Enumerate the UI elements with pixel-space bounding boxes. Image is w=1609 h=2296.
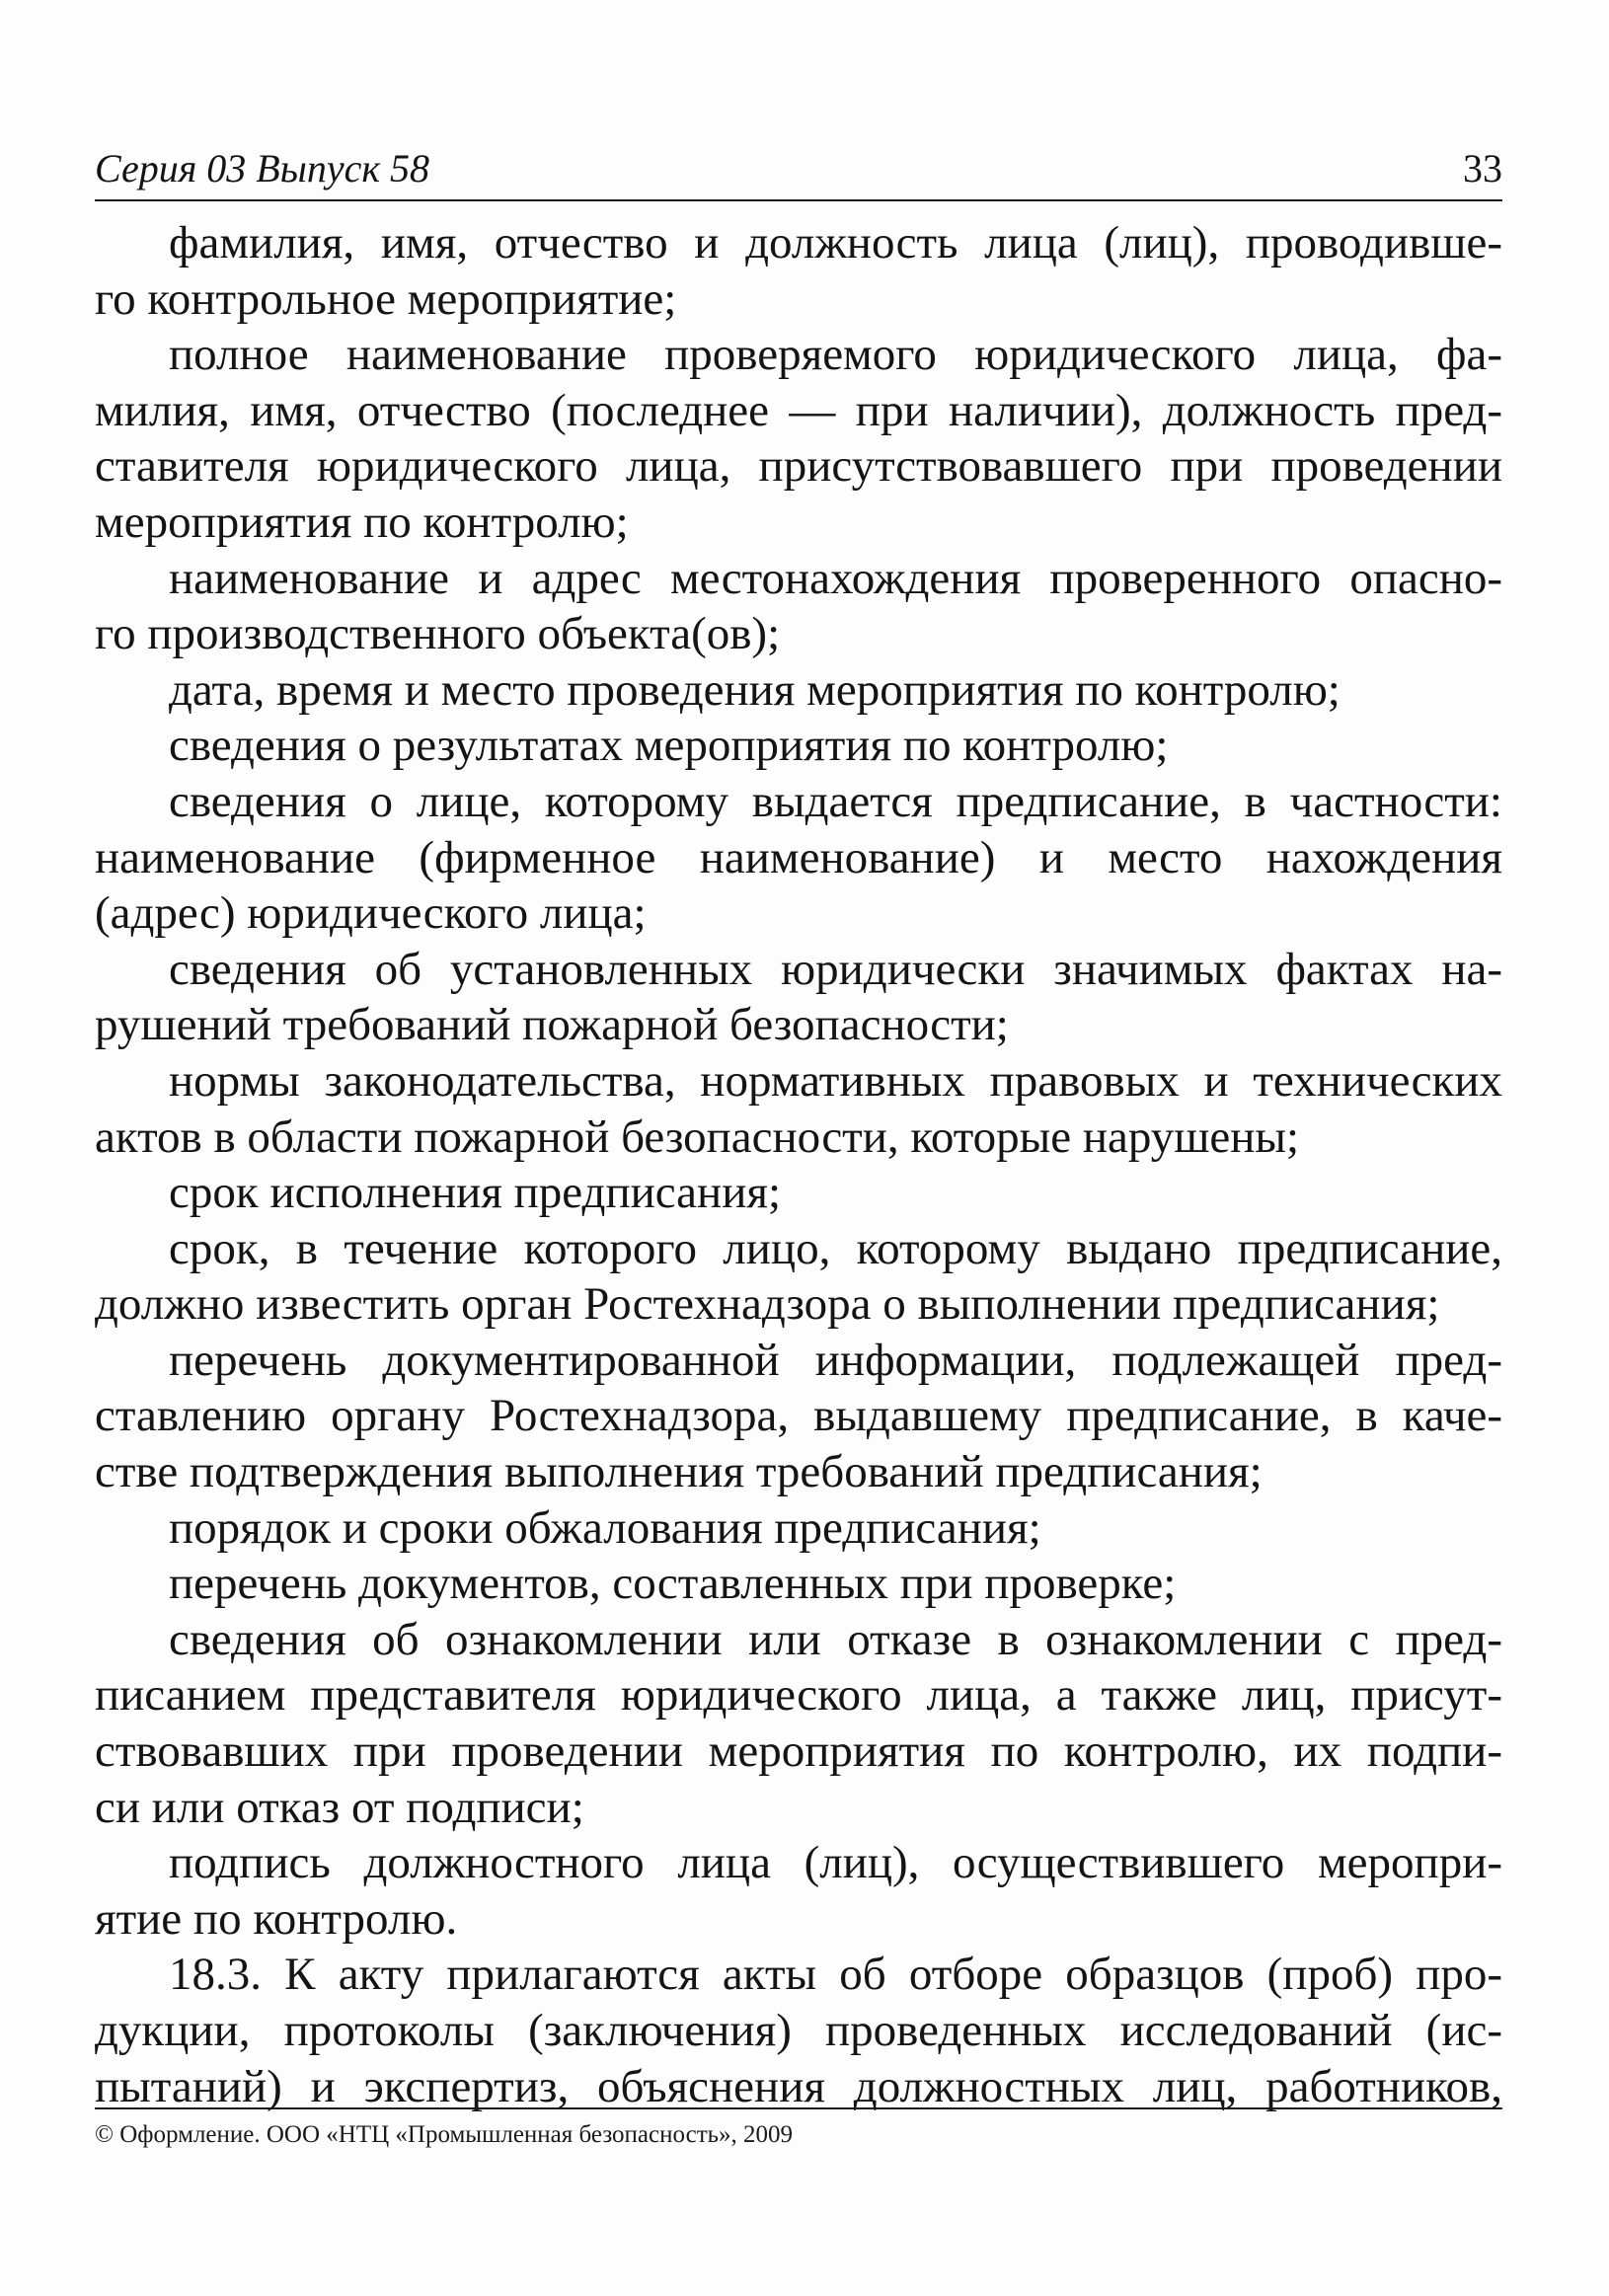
paragraph bbox=[95, 327, 1502, 550]
text-line: сведения об ознакомлении или отказе в ознакомлении с пред- bbox=[169, 1613, 1502, 1665]
text-line: перечень документов, составленных при проверке; bbox=[169, 1558, 1177, 1610]
text-line: милия, имя, отчество (последнее — при наличии), должность пред- bbox=[95, 384, 1502, 436]
text-line: мероприятия по контролю; bbox=[95, 496, 629, 548]
paragraph bbox=[95, 1612, 1502, 1835]
text-line: (адрес) юридического лица; bbox=[95, 887, 647, 940]
paragraph bbox=[95, 774, 1502, 942]
text-line: ставителя юридического лица, присутствовавшего при проведении bbox=[95, 440, 1502, 493]
text-line: писанием представителя юридического лица, а также лиц, присут- bbox=[95, 1669, 1502, 1722]
paragraph bbox=[95, 942, 1502, 1053]
paragraph bbox=[95, 1165, 1502, 1221]
paragraph bbox=[95, 1333, 1502, 1500]
text-line: го контрольное мероприятие; bbox=[95, 272, 677, 325]
text-line: нормы законодательства, нормативных правовых и технических bbox=[169, 1054, 1502, 1107]
paragraph bbox=[95, 718, 1502, 774]
text-line: ствовавших при проведении мероприятия по контролю, их подпи- bbox=[95, 1725, 1502, 1778]
paragraph bbox=[95, 1947, 1502, 2114]
text-line: сведения о результатах мероприятия по контролю; bbox=[169, 720, 1169, 772]
text-line: подпись должностного лица (лиц), осуществившего меропри- bbox=[169, 1837, 1502, 1889]
text-line: сведения об установленных юридически значимых фактах на- bbox=[169, 943, 1502, 995]
text-line: срок исполнения предписания; bbox=[169, 1167, 782, 1219]
paragraph bbox=[95, 1835, 1502, 1947]
text-line: должно известить орган Ростехнадзора о выполнении предписания; bbox=[95, 1278, 1440, 1331]
paragraph bbox=[95, 1053, 1502, 1165]
paragraph bbox=[95, 1221, 1502, 1333]
text-line: фамилия, имя, отчество и должность лица (лиц), проводивше- bbox=[169, 217, 1502, 268]
text-line: перечень документированной информации, подлежащей пред- bbox=[169, 1334, 1502, 1386]
page-number: 33 bbox=[1463, 146, 1502, 191]
text-line: полное наименование проверяемого юридического лица, фа- bbox=[169, 329, 1502, 381]
text-line: рушений требований пожарной безопасности; bbox=[95, 999, 1009, 1051]
copyright-notice: © Оформление. ООО «НТЦ «Промышленная безопасность», 2009 bbox=[95, 2121, 794, 2148]
paragraph bbox=[95, 662, 1502, 719]
running-header bbox=[95, 144, 1502, 201]
text-line: наименование и адрес местонахождения проверенного опасно- bbox=[169, 552, 1502, 604]
text-line: дата, время и место проведения мероприятия по контролю; bbox=[169, 663, 1341, 716]
paragraph bbox=[95, 1500, 1502, 1557]
text-line: наименование (фирменное наименование) и место нахождения bbox=[95, 831, 1502, 883]
text-line: го производственного объекта(ов); bbox=[95, 608, 781, 660]
body-text bbox=[95, 215, 1502, 2114]
text-line: пытаний) и экспертиз, объяснения должностных лиц, работников, bbox=[95, 2060, 1502, 2112]
text-line: порядок и сроки обжалования предписания; bbox=[169, 1501, 1041, 1554]
text-line: дукции, протоколы (заключения) проведенных исследований (ис- bbox=[95, 2005, 1502, 2056]
paragraph bbox=[95, 551, 1502, 662]
text-line: си или отказ от подписи; bbox=[95, 1781, 584, 1833]
footer bbox=[95, 2107, 1502, 2151]
text-line: ятие по контролю. bbox=[95, 1892, 458, 1945]
text-line: актов в области пожарной безопасности, которые нарушены; bbox=[95, 1110, 1300, 1163]
paragraph bbox=[95, 1556, 1502, 1612]
paragraph bbox=[95, 215, 1502, 327]
text-line: ставлению органу Ростехнадзора, выдавшему предписание, в каче- bbox=[95, 1390, 1502, 1442]
text-line: срок, в течение которого лицо, которому выдано предписание, bbox=[169, 1222, 1502, 1274]
text-line: 18.3. К акту прилагаются акты об отборе образцов (проб) про- bbox=[169, 1949, 1502, 2001]
series-title: Серия 03 Выпуск 58 bbox=[95, 146, 430, 191]
text-line: стве подтверждения выполнения требований предписания; bbox=[95, 1446, 1263, 1498]
text-line: сведения о лице, которому выдается предписание, в частности: bbox=[169, 775, 1502, 827]
